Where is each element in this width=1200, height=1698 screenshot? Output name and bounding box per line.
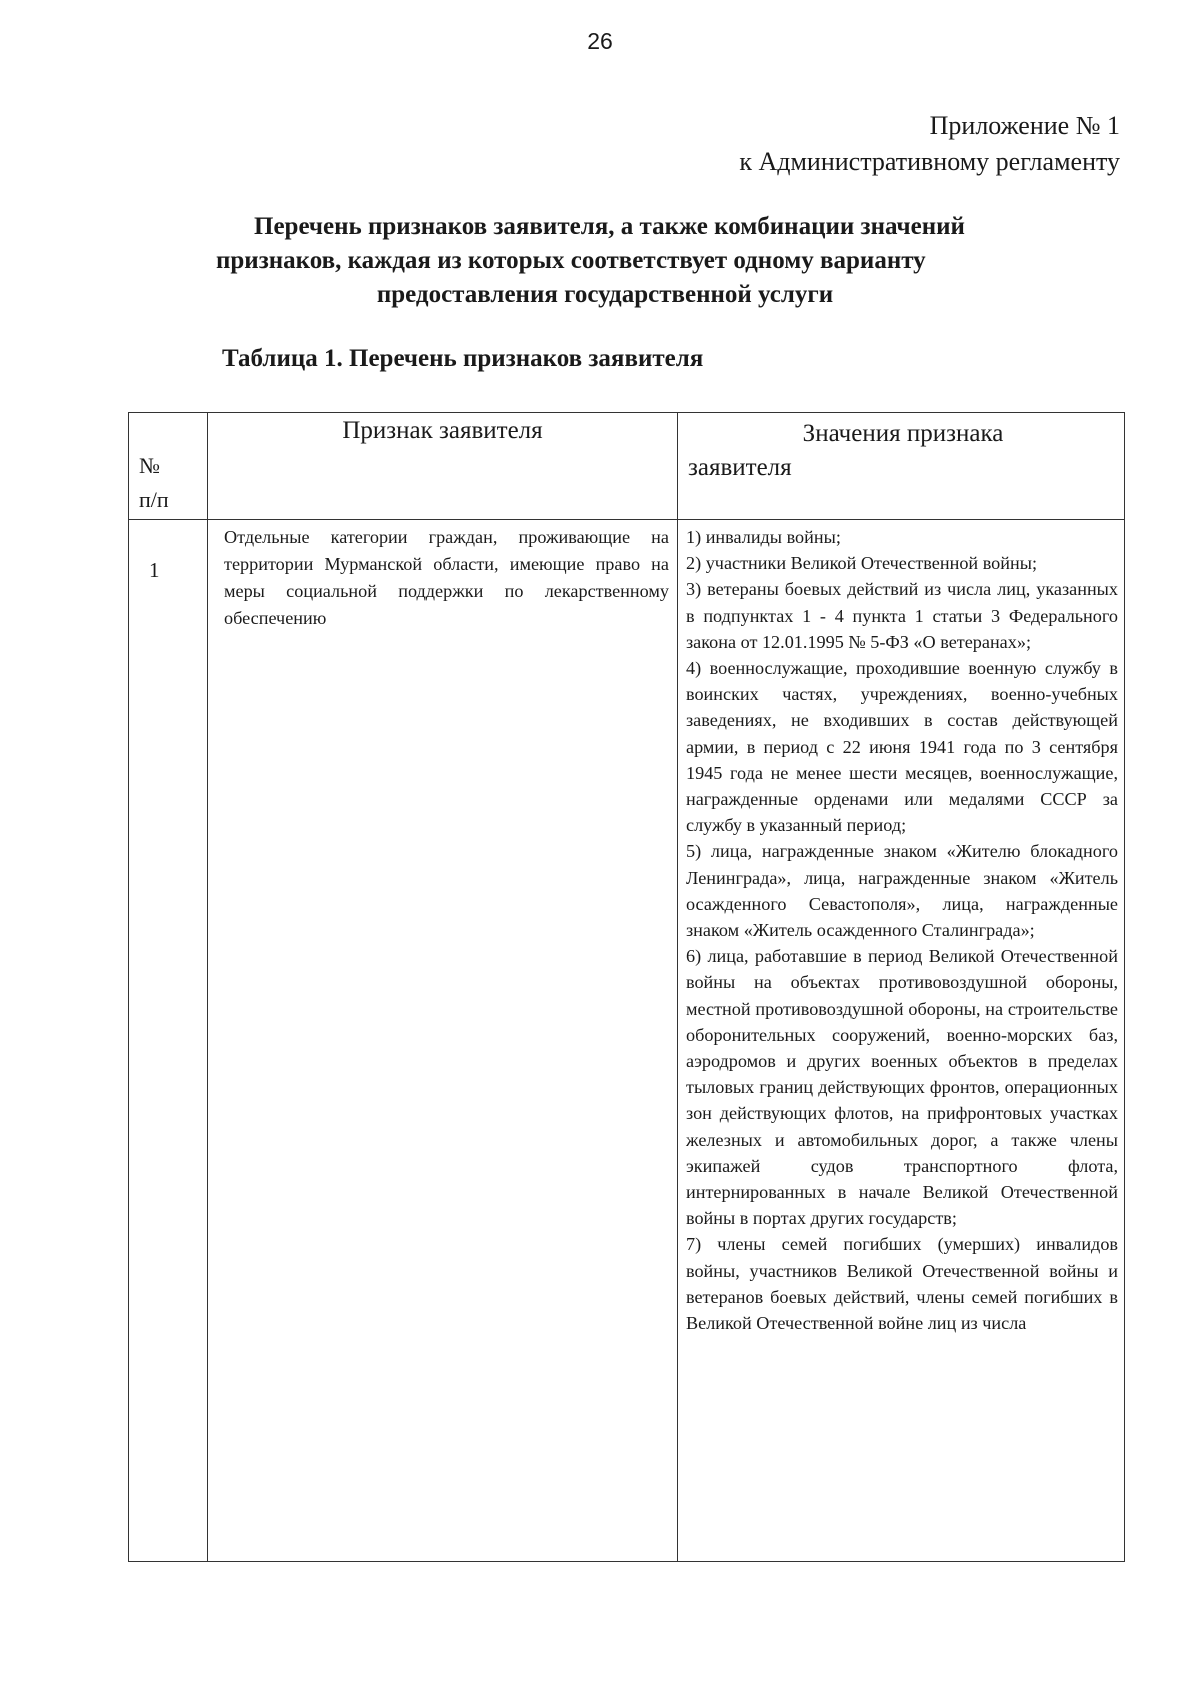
value-item-1: 1) инвалиды войны;: [686, 527, 841, 547]
table-header-row: [129, 413, 1125, 520]
document-title-line-2: признаков, каждая из которых соответствует одному варианту: [216, 247, 926, 274]
table-title: Таблица 1. Перечень признаков заявителя: [222, 345, 704, 372]
header-values-line-1: Значения признака: [802, 420, 1004, 447]
table-row: [129, 520, 1125, 1562]
row-values-cell: [678, 520, 1125, 1562]
row-attribute-cell: Отдельные категории граждан, проживающие на территории Мурманской области, имеющие право на меры социальной поддержки по лекарственному обеспечению: [208, 520, 678, 1562]
page-number: 26: [587, 28, 613, 54]
value-item-2: 2) участники Великой Отечественной войны;: [686, 553, 1037, 574]
header-attribute-label: Признак заявителя: [342, 417, 543, 444]
document-title: [190, 210, 1110, 312]
header-values-cell: [678, 413, 1125, 520]
header-number-pp: п/п: [139, 487, 169, 512]
header-values-line-2: заявителя: [688, 454, 792, 481]
header-attribute-cell: [208, 413, 678, 520]
value-item-5: 5) лица, награжденные знаком «Жителю блокадного Ленинграда», лица, награжденные знаком «Житель осажденного Севастополя», лица, награжденные знаком «Житель осажденного Сталинграда»;: [686, 841, 1118, 941]
document-title-line-1: Перечень признаков заявителя, а также комбинации значений: [254, 213, 965, 240]
appendix-line-1: Приложение № 1: [929, 111, 1120, 140]
document-title-line-3: предоставления государственной услуги: [376, 281, 834, 308]
header-number-cell: [129, 413, 208, 520]
value-item-6: 6) лица, работавшие в период Великой Отечественной войны на объектах противовоздушной обороны, местной противовоздушной обороны, на строительстве оборонительных сооружений, военно-морских баз, аэродромов и других военных объектов в пределах тыловых границ действующих фронтов, операционных зон действующих флотов, на прифронтовых участках железных и автомобильных дорог, а также члены экипажей судов транспортного флота, интернированных в начале Великой Отечественной войны в портах других государств;: [686, 946, 1118, 1229]
appendix-header: [739, 108, 1120, 180]
value-item-7: 7) члены семей погибших (умерших) инвалидов войны, участников Великой Отечественной войны и ветеранов боевых действий, члены семей погибших в Великой Отечественной войне лиц из числа: [686, 1234, 1118, 1334]
applicant-attributes-table: [128, 412, 1125, 1562]
header-number-sign: №: [139, 453, 160, 478]
row-number-cell: 1: [129, 520, 208, 1562]
value-item-4: 4) военнослужащие, проходившие военную службу в воинских частях, учреждениях, военно-учебных заведениях, не входивших в состав действующей армии, в период с 22 июня 1941 года по 3 сентября 1945 года не менее шести месяцев, военнослужащие, награжденные орденами или медалями СССР за службу в указанный период;: [686, 658, 1118, 836]
appendix-line-2: к Административному регламенту: [739, 147, 1120, 176]
value-item-3: 3) ветераны боевых действий из числа лиц, указанных в подпунктах 1 - 4 пункта 1 статьи 3 Федерального закона от 12.01.1995 № 5-ФЗ «О ветеранах»;: [686, 579, 1118, 652]
